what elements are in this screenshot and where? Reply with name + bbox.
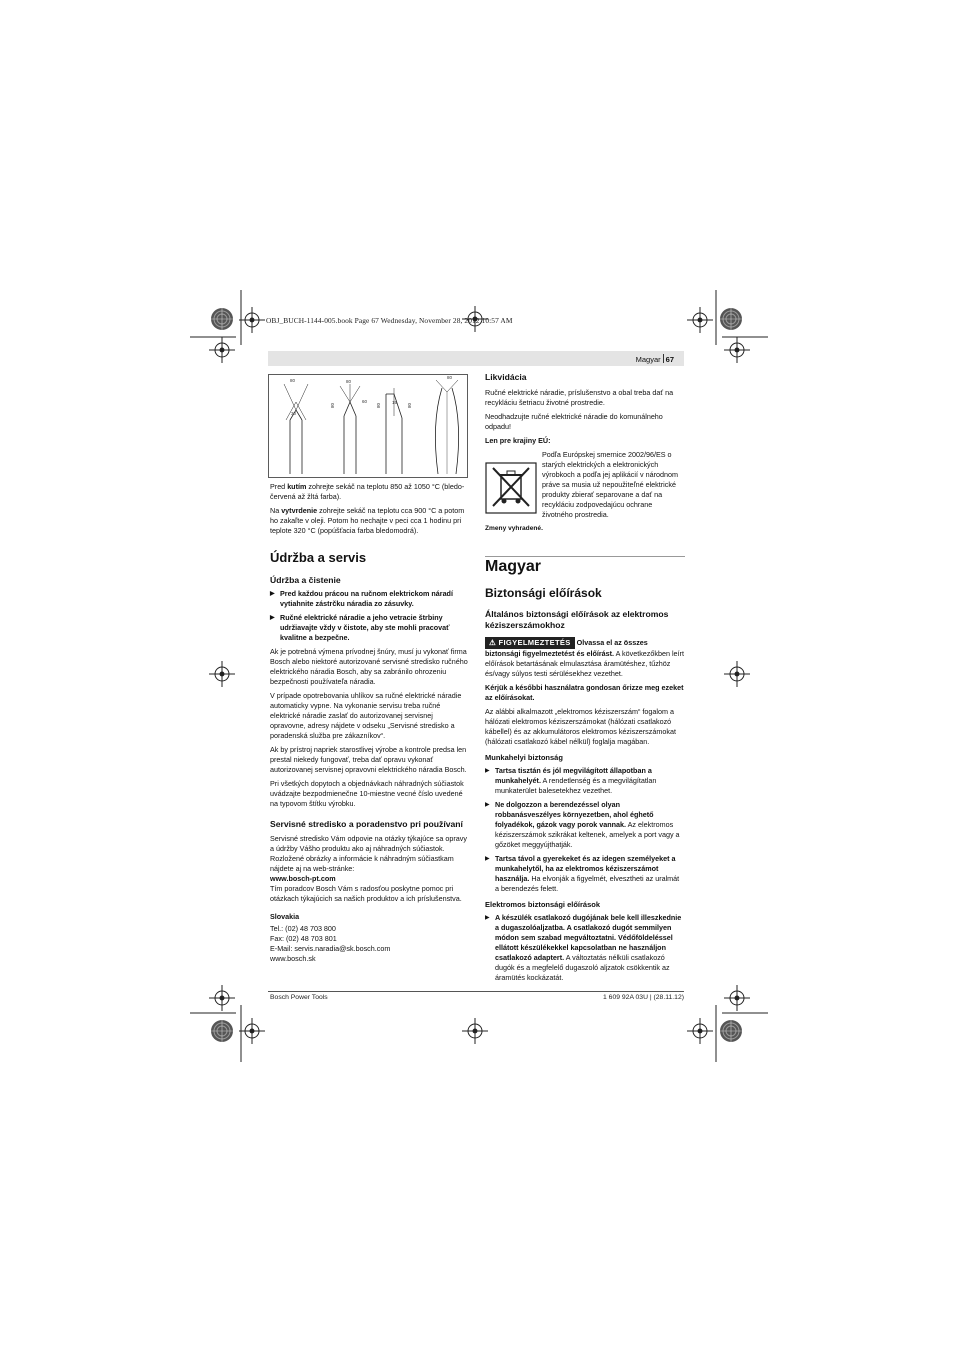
figure-label: 80 <box>376 402 381 408</box>
contact-web[interactable]: www.bosch.sk <box>270 954 316 963</box>
weee-block <box>485 450 685 520</box>
paragraph: Neodhadzujte ručné elektrické náradie do komunálneho odpadu! <box>485 412 663 431</box>
footer-left: Bosch Power Tools <box>270 994 328 1001</box>
figure-label: 30 <box>291 411 297 416</box>
subsection-title: Údržba a čistenie <box>270 575 341 585</box>
footer-rule <box>268 991 684 992</box>
paragraph: Pri všetkých dopytoch a objednávkach náhradných súčiastok uvádzajte bezpodmienečne 10-miestne vecné číslo uvedené na typovom štítku výrobku. <box>270 779 464 808</box>
bullet-item: ▶ Ručné elektrické náradie a jeho vetracie štrbiny udržiavajte vždy v čistote, aby ste mohli pracovať kvalitne a bezpečne. <box>270 613 468 643</box>
paragraph: Kérjük a későbbi használatra gondosan őrizze meg ezeket az előírásokat. <box>485 683 684 702</box>
figure-label: 80 <box>330 402 335 408</box>
bullet-item <box>485 913 685 983</box>
text: zohrejte sekáč na teplotu 850 až 1050 °C (bledo-červená až žltá farba). <box>270 482 465 501</box>
paragraph: Servisné stredisko Vám odpovie na otázky týkajúce sa opravy a údržby Vášho produktu ako aj náhradných súčiastok. Rozložené obrázky a informácie k náhradným súčiastkam nájdete aj na web-stránke: <box>270 834 467 873</box>
print-header: OBJ_BUCH-1144-005.book Page 67 Wednesday, November 28, 2012 10:57 AM <box>266 316 513 325</box>
paragraph: Ak by prístroj napriek starostlivej výrobe a kontrole predsa len prestal niekedy fungovať, treba dať opravu vykonať autorizovanej servisnej opravovni elektrického náradia Bosch. <box>270 745 467 774</box>
figure-label: 15 <box>392 400 398 405</box>
text: A következőkben leírt előírások betartásának elmulasztása áramütéshez, tűzhöz és/vagy súlyos testi sérülésekhez vezethet. <box>485 649 684 678</box>
text-bold: Ne dolgozzon a berendezéssel olyan robbanásveszélyes környezetben, ahol éghető folyadékok, gázok vagy porok vannak. <box>495 800 654 829</box>
page-header-bar <box>268 351 684 366</box>
bullet-item: ▶ Pred každou prácou na ručnom elektrickom náradí vytiahnite zástrčku náradia zo zásuvky. <box>270 589 468 609</box>
contact-email[interactable]: E-Mail: servis.naradia@sk.bosch.com <box>270 944 391 953</box>
warning-label: FIGYELMEZTETÉS <box>498 638 571 647</box>
text-bold: kutím <box>287 482 307 491</box>
subsection-title: Servisné stredisko a poradenstvo pri používaní <box>270 819 463 829</box>
figure-label: 60 <box>362 399 368 404</box>
text: A rendetlenség és a megvilágítatlan munkaterület balesetekhez vezethet. <box>495 776 657 795</box>
warning-badge <box>485 637 575 649</box>
left-column <box>270 482 468 964</box>
paragraph: Len pre krajiny EÚ: <box>485 436 551 445</box>
contact-fax: Fax: (02) 48 703 801 <box>270 934 337 943</box>
paragraph: V prípade opotrebovania uhlíkov sa ručné elektrické náradie automaticky vypne. Na vykonanie servisu treba ručné elektrické náradie zaslať do autorizovanej servisnej opravovne, adresy nájdete v odseku „Servisné stredisko a poradenská služba pre zákazníkov“. <box>270 691 462 740</box>
bullet-item <box>485 766 685 796</box>
figure-label: 80 <box>407 402 412 408</box>
paragraph: Ak je potrebná výmena prívodnej šnúry, musí ju vykonať firma Bosch alebo niektoré autorizované servisné stredisko ručného elektrického náradia Bosch, aby sa zabránilo ohrozeniu bezpečnosti používateľa náradia. <box>270 647 468 686</box>
bullet-item <box>485 854 685 894</box>
text-bold: vytvrdenie <box>281 506 318 515</box>
divider <box>485 556 685 557</box>
paragraph: Zmeny vyhradené. <box>485 525 543 532</box>
text-bold: Tartsa távol a gyerekeket és az idegen személyeket a munkahelytől, ha az elektromos kéziszerszámot használja. <box>495 854 676 883</box>
text-bold: Olvassa el az összes biztonsági figyelmeztetést és előírást. <box>485 638 648 658</box>
text: Pred <box>270 482 288 491</box>
paragraph: Tím poradcov Bosch Vám s radosťou poskytne pomoc pri otázkach týkajúcich sa našich produktov a ich príslušenstva. <box>270 884 462 903</box>
warning-triangle-icon: ⚠ <box>489 638 497 647</box>
language-title: Magyar <box>485 558 542 575</box>
subsection-title: Munkahelyi biztonság <box>485 753 563 762</box>
bullet-item <box>485 800 685 850</box>
text: A változtatás nélküli csatlakozó dugók és a megfelelő dugaszoló aljzatok csökkentik az áramütés kockázatát. <box>495 953 670 982</box>
weee-bin-icon <box>485 462 537 514</box>
text-bold: Tartsa tisztán és jól megvilágított állapotban a munkahelyét. <box>495 766 652 785</box>
text: Az elektromos kéziszerszámok szikrákat keltenek, amelyek a port vagy a gőzöket meggyújthatják. <box>495 820 680 849</box>
url-link[interactable]: www.bosch-pt.com <box>270 874 336 883</box>
header-separator <box>663 354 664 363</box>
paragraph <box>270 482 468 502</box>
paragraph <box>270 506 468 536</box>
header-language: Magyar <box>635 355 661 364</box>
subsection-title: Általános biztonsági előírások az elektromos kéziszerszámokhoz <box>485 609 669 630</box>
paragraph: Ručné elektrické náradie, príslušenstvo a obal treba dať na recykláciu šetriacu životné prostredie. <box>485 388 674 407</box>
figure-label: 80 <box>346 379 352 384</box>
warning-paragraph <box>485 637 685 679</box>
page-header <box>636 354 674 364</box>
figure-label: 80 <box>447 375 453 380</box>
country-name: Slovakia <box>270 912 300 921</box>
footer-right: 1 609 92A 03U | (28.11.12) <box>603 994 684 1001</box>
paragraph: Podľa Európskej smernice 2002/96/ES o starých elektrických a elektronických výrobkoch a podľa jej aplikácií v národnom práve sa musia už nepoužiteľné elektrické produkty zbierať separovane a dať na recykláciu zodpovedajúcu ochrane životného prostredia. <box>542 450 678 519</box>
contact-tel: Tel.: (02) 48 703 800 <box>270 924 336 933</box>
figure-label: 80 <box>290 378 296 383</box>
subsection-title: Likvidácia <box>485 372 527 382</box>
section-title: Biztonsági előírások <box>485 586 602 600</box>
text: zohrejte sekáč na teplotu cca 900 °C a potom ho zakaľte v oleji. Potom ho nechajte v peci cca 1 hodinu pri teplote 320 °C (popúšťacia farba bledomodrá). <box>270 506 465 535</box>
chisel-figure <box>268 374 468 478</box>
subsection-title: Elektromos biztonsági előírások <box>485 900 601 909</box>
text: Na <box>270 506 282 515</box>
right-column-hungarian <box>485 558 685 987</box>
page-number: 67 <box>665 355 674 364</box>
paragraph: Az alábbi alkalmazott „elektromos kéziszerszám“ fogalom a hálózati elektromos kéziszerszámokat (hálózati csatlakozó kábellel) és az akkumulátoros elektromos kéziszerszámokat (hálózati csatlakozó kábel nélkül) foglalja magában. <box>485 707 676 746</box>
right-column <box>485 372 685 538</box>
text: Ha elvonják a figyelmét, elvesztheti az uralmát a berendezés felett. <box>495 874 680 893</box>
section-title: Údržba a servis <box>270 550 367 565</box>
text-bold: A készülék csatlakozó dugójának bele kell illeszkednie a dugaszolóaljzatba. A csatlakozó dugót semmilyen módon sem szabad megváltoztatni. Védőföldeléssel ellátott készülékekkel kapcsolatban ne használjon csatlakozó adaptert. <box>495 913 682 962</box>
